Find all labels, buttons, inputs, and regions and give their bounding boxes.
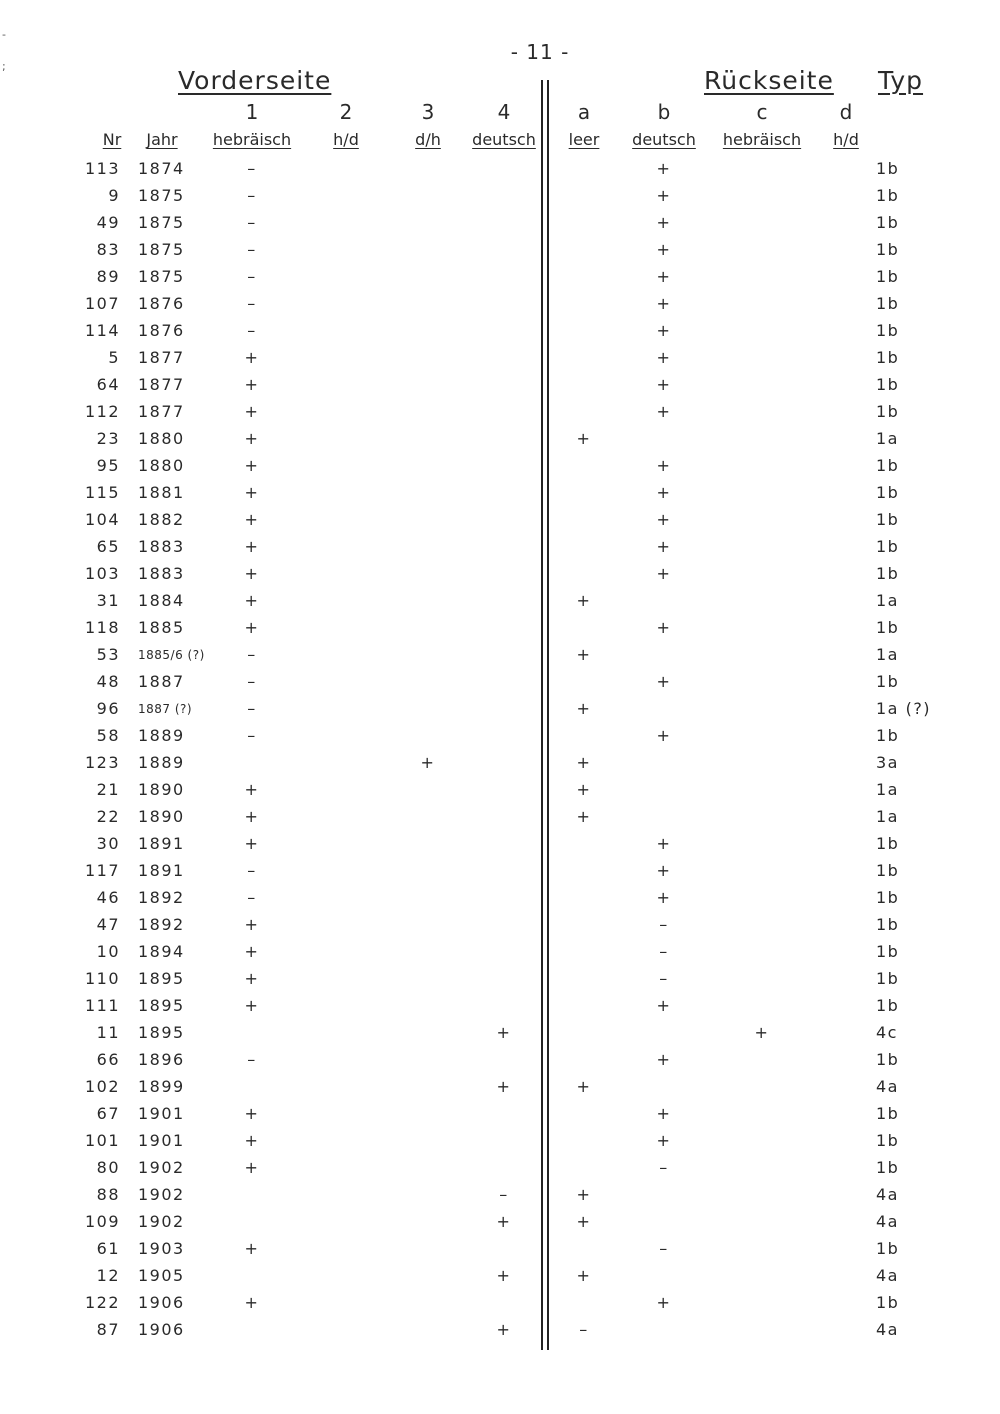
mark-front-1: + — [244, 1158, 260, 1177]
col-num-front-3: 3 — [421, 100, 435, 124]
row-nr: 61 — [96, 1239, 120, 1258]
mark-front-1: + — [244, 969, 260, 988]
row-typ: 1b — [876, 294, 900, 313]
mark-front-1: – — [247, 159, 257, 178]
mark-back-a: + — [576, 780, 592, 799]
row-typ: 1b — [876, 159, 900, 178]
row-nr: 12 — [96, 1266, 120, 1285]
mark-front-1: – — [247, 1050, 257, 1069]
row-jahr: 1891 — [138, 834, 185, 853]
row-nr: 102 — [84, 1077, 120, 1096]
mark-front-1: + — [244, 1104, 260, 1123]
mark-front-1: – — [247, 267, 257, 286]
mark-front-4: – — [499, 1185, 509, 1204]
mark-front-4: + — [496, 1266, 512, 1285]
row-nr: 87 — [96, 1320, 120, 1339]
row-jahr: 1883 — [138, 537, 185, 556]
row-nr: 64 — [96, 375, 120, 394]
mark-front-1: + — [244, 591, 260, 610]
row-jahr: 1877 — [138, 348, 185, 367]
row-jahr: 1890 — [138, 807, 185, 826]
row-jahr: 1901 — [138, 1104, 185, 1123]
row-nr: 112 — [84, 402, 120, 421]
mark-back-b: + — [656, 240, 672, 259]
row-nr: 96 — [96, 699, 120, 718]
row-typ: 1a — [876, 429, 899, 448]
mark-front-1: + — [244, 780, 260, 799]
mark-front-1: + — [244, 807, 260, 826]
mark-front-4: + — [496, 1320, 512, 1339]
row-typ: 1b — [876, 1131, 900, 1150]
row-jahr: 1892 — [138, 888, 185, 907]
row-typ: 1a — [876, 780, 899, 799]
mark-back-b: + — [656, 672, 672, 691]
mark-back-a: + — [576, 753, 592, 772]
row-jahr: 1902 — [138, 1185, 185, 1204]
row-nr: 31 — [96, 591, 120, 610]
row-typ: 1b — [876, 537, 900, 556]
col-num-front-2: 2 — [339, 100, 353, 124]
mark-front-1: + — [244, 996, 260, 1015]
col-num-back-b: b — [657, 100, 671, 124]
row-nr: 114 — [84, 321, 120, 340]
row-typ: 4a — [876, 1320, 899, 1339]
row-typ: 1b — [876, 564, 900, 583]
row-nr: 66 — [96, 1050, 120, 1069]
row-jahr: 1880 — [138, 456, 185, 475]
mark-front-1: + — [244, 348, 260, 367]
row-jahr: 1902 — [138, 1212, 185, 1231]
row-typ: 1b — [876, 618, 900, 637]
row-nr: 111 — [84, 996, 120, 1015]
mark-back-a: + — [576, 699, 592, 718]
mark-front-1: + — [244, 915, 260, 934]
row-jahr: 1885 — [138, 618, 185, 637]
row-typ: 1b — [876, 969, 900, 988]
row-typ: 4c — [876, 1023, 898, 1042]
mark-front-1: – — [247, 186, 257, 205]
row-jahr: 1895 — [138, 996, 185, 1015]
row-nr: 9 — [108, 186, 120, 205]
row-typ: 1b — [876, 726, 900, 745]
mark-back-b: + — [656, 564, 672, 583]
mark-front-1: – — [247, 294, 257, 313]
col-label-nr: Nr — [102, 130, 122, 149]
type-title: Typ — [878, 66, 924, 95]
row-nr: 88 — [96, 1185, 120, 1204]
mark-back-b: + — [656, 159, 672, 178]
row-nr: 110 — [84, 969, 120, 988]
mark-back-b: + — [656, 483, 672, 502]
mark-back-a: + — [576, 1212, 592, 1231]
mark-front-1: + — [244, 429, 260, 448]
row-jahr: 1903 — [138, 1239, 185, 1258]
row-typ: 1b — [876, 672, 900, 691]
col-label-jahr: Jahr — [146, 130, 178, 149]
row-typ: 1a — [876, 591, 899, 610]
row-nr: 22 — [96, 807, 120, 826]
mark-front-1: + — [244, 483, 260, 502]
mark-front-1: – — [247, 645, 257, 664]
row-jahr: 1882 — [138, 510, 185, 529]
mark-back-a: + — [576, 429, 592, 448]
mark-front-1: + — [244, 834, 260, 853]
row-typ: 1b — [876, 186, 900, 205]
row-nr: 115 — [84, 483, 120, 502]
row-nr: 122 — [84, 1293, 120, 1312]
mark-back-b: – — [659, 942, 669, 961]
mark-back-b: + — [656, 1131, 672, 1150]
mark-back-b: + — [656, 294, 672, 313]
row-nr: 46 — [96, 888, 120, 907]
mark-back-b: + — [656, 834, 672, 853]
col-label-front-3: d/h — [415, 130, 441, 149]
row-jahr: 1899 — [138, 1077, 185, 1096]
row-typ: 1a (?) — [876, 699, 932, 718]
row-nr: 53 — [96, 645, 120, 664]
mark-back-b: + — [656, 996, 672, 1015]
mark-back-b: + — [656, 1104, 672, 1123]
row-typ: 1b — [876, 915, 900, 934]
row-nr: 104 — [84, 510, 120, 529]
mark-front-1: – — [247, 321, 257, 340]
row-typ: 1b — [876, 1158, 900, 1177]
row-typ: 1b — [876, 996, 900, 1015]
mark-front-1: + — [244, 537, 260, 556]
mark-back-b: + — [656, 618, 672, 637]
mark-back-a: + — [576, 807, 592, 826]
mark-back-b: + — [656, 267, 672, 286]
row-jahr: 1905 — [138, 1266, 185, 1285]
col-label-back-a: leer — [568, 130, 600, 149]
col-num-back-a: a — [577, 100, 591, 124]
row-nr: 11 — [96, 1023, 120, 1042]
col-num-back-d: d — [839, 100, 853, 124]
row-nr: 48 — [96, 672, 120, 691]
front-side-title: Vorderseite — [178, 66, 332, 95]
row-nr: 83 — [96, 240, 120, 259]
mark-front-1: + — [244, 1239, 260, 1258]
mark-front-1: – — [247, 888, 257, 907]
col-label-back-c: hebräisch — [722, 130, 802, 149]
mark-front-1: + — [244, 564, 260, 583]
mark-back-a: + — [576, 1185, 592, 1204]
row-typ: 1b — [876, 483, 900, 502]
row-jahr: 1876 — [138, 294, 185, 313]
mark-front-1: – — [247, 726, 257, 745]
column-divider-left — [541, 80, 543, 1350]
mark-front-1: – — [247, 699, 257, 718]
row-jahr: 1887 (?) — [138, 702, 193, 716]
col-label-back-d: h/d — [833, 130, 859, 149]
mark-back-b: + — [656, 348, 672, 367]
row-typ: 4a — [876, 1266, 899, 1285]
row-nr: 118 — [84, 618, 120, 637]
mark-front-1: – — [247, 213, 257, 232]
col-label-front-1: hebräisch — [212, 130, 292, 149]
page-number: - 11 - — [510, 40, 570, 64]
margin-mark: - — [2, 28, 6, 41]
mark-back-b: + — [656, 375, 672, 394]
mark-back-b: + — [656, 213, 672, 232]
mark-front-1: – — [247, 672, 257, 691]
row-jahr: 1875 — [138, 186, 185, 205]
mark-back-b: + — [656, 861, 672, 880]
row-typ: 1b — [876, 1050, 900, 1069]
row-nr: 5 — [108, 348, 120, 367]
col-num-front-4: 4 — [497, 100, 511, 124]
row-jahr: 1885/6 (?) — [138, 648, 205, 662]
row-nr: 89 — [96, 267, 120, 286]
row-nr: 65 — [96, 537, 120, 556]
row-jahr: 1876 — [138, 321, 185, 340]
row-jahr: 1874 — [138, 159, 185, 178]
mark-back-b: + — [656, 888, 672, 907]
mark-back-b: + — [656, 510, 672, 529]
mark-back-b: + — [656, 726, 672, 745]
mark-back-b: + — [656, 186, 672, 205]
row-jahr: 1877 — [138, 375, 185, 394]
mark-back-a: + — [576, 1077, 592, 1096]
row-typ: 1b — [876, 402, 900, 421]
mark-front-1: + — [244, 1131, 260, 1150]
row-nr: 103 — [84, 564, 120, 583]
row-nr: 47 — [96, 915, 120, 934]
row-nr: 23 — [96, 429, 120, 448]
row-jahr: 1889 — [138, 753, 185, 772]
col-num-back-c: c — [756, 100, 768, 124]
mark-back-b: + — [656, 537, 672, 556]
row-nr: 21 — [96, 780, 120, 799]
row-typ: 1b — [876, 321, 900, 340]
row-jahr: 1880 — [138, 429, 185, 448]
row-nr: 58 — [96, 726, 120, 745]
row-jahr: 1887 — [138, 672, 185, 691]
row-typ: 1b — [876, 1104, 900, 1123]
row-nr: 10 — [96, 942, 120, 961]
col-label-front-2: h/d — [333, 130, 359, 149]
row-typ: 1a — [876, 645, 899, 664]
row-nr: 109 — [84, 1212, 120, 1231]
mark-back-b: + — [656, 456, 672, 475]
row-typ: 4a — [876, 1077, 899, 1096]
row-nr: 107 — [84, 294, 120, 313]
row-typ: 1b — [876, 375, 900, 394]
row-jahr: 1895 — [138, 969, 185, 988]
mark-back-b: – — [659, 915, 669, 934]
row-typ: 1b — [876, 267, 900, 286]
margin-mark: ; — [2, 60, 6, 73]
mark-front-1: + — [244, 456, 260, 475]
row-jahr: 1892 — [138, 915, 185, 934]
mark-back-b: + — [656, 1050, 672, 1069]
mark-front-1: + — [244, 942, 260, 961]
row-jahr: 1894 — [138, 942, 185, 961]
mark-back-a: + — [576, 1266, 592, 1285]
row-jahr: 1889 — [138, 726, 185, 745]
col-label-front-4: deutsch — [472, 130, 536, 149]
row-jahr: 1896 — [138, 1050, 185, 1069]
row-jahr: 1875 — [138, 240, 185, 259]
row-typ: 1b — [876, 510, 900, 529]
row-typ: 4a — [876, 1212, 899, 1231]
row-jahr: 1875 — [138, 213, 185, 232]
mark-back-a: + — [576, 645, 592, 664]
row-jahr: 1877 — [138, 402, 185, 421]
mark-front-4: + — [496, 1023, 512, 1042]
row-nr: 30 — [96, 834, 120, 853]
mark-front-4: + — [496, 1212, 512, 1231]
row-jahr: 1901 — [138, 1131, 185, 1150]
row-nr: 67 — [96, 1104, 120, 1123]
row-typ: 3a — [876, 753, 899, 772]
mark-front-1: + — [244, 402, 260, 421]
row-jahr: 1902 — [138, 1158, 185, 1177]
mark-back-b: + — [656, 402, 672, 421]
row-nr: 117 — [84, 861, 120, 880]
row-jahr: 1891 — [138, 861, 185, 880]
mark-back-b: – — [659, 969, 669, 988]
row-jahr: 1881 — [138, 483, 185, 502]
mark-front-1: + — [244, 510, 260, 529]
row-jahr: 1883 — [138, 564, 185, 583]
row-jahr: 1875 — [138, 267, 185, 286]
mark-front-4: + — [496, 1077, 512, 1096]
row-jahr: 1895 — [138, 1023, 185, 1042]
row-nr: 101 — [84, 1131, 120, 1150]
row-jahr: 1884 — [138, 591, 185, 610]
col-label-back-b: deutsch — [632, 130, 696, 149]
row-typ: 1a — [876, 807, 899, 826]
row-jahr: 1906 — [138, 1320, 185, 1339]
column-divider-right — [547, 80, 549, 1350]
mark-front-1: – — [247, 861, 257, 880]
row-typ: 1b — [876, 942, 900, 961]
mark-back-b: – — [659, 1158, 669, 1177]
row-typ: 1b — [876, 456, 900, 475]
row-nr: 123 — [84, 753, 120, 772]
row-jahr: 1906 — [138, 1293, 185, 1312]
mark-front-1: + — [244, 618, 260, 637]
mark-back-b: – — [659, 1239, 669, 1258]
mark-front-1: – — [247, 240, 257, 259]
row-typ: 1b — [876, 888, 900, 907]
row-nr: 95 — [96, 456, 120, 475]
back-side-title: Rückseite — [704, 66, 834, 95]
mark-front-3: + — [420, 753, 436, 772]
mark-back-c: + — [754, 1023, 770, 1042]
row-typ: 1b — [876, 348, 900, 367]
mark-back-b: + — [656, 1293, 672, 1312]
mark-back-a: – — [579, 1320, 589, 1339]
row-typ: 1b — [876, 213, 900, 232]
mark-back-a: + — [576, 591, 592, 610]
row-typ: 1b — [876, 240, 900, 259]
row-nr: 49 — [96, 213, 120, 232]
row-typ: 1b — [876, 834, 900, 853]
row-typ: 1b — [876, 1239, 900, 1258]
mark-front-1: + — [244, 1293, 260, 1312]
row-typ: 1b — [876, 1293, 900, 1312]
row-nr: 113 — [84, 159, 120, 178]
row-typ: 4a — [876, 1185, 899, 1204]
mark-back-b: + — [656, 321, 672, 340]
row-nr: 80 — [96, 1158, 120, 1177]
mark-front-1: + — [244, 375, 260, 394]
row-typ: 1b — [876, 861, 900, 880]
col-num-front-1: 1 — [245, 100, 259, 124]
row-jahr: 1890 — [138, 780, 185, 799]
